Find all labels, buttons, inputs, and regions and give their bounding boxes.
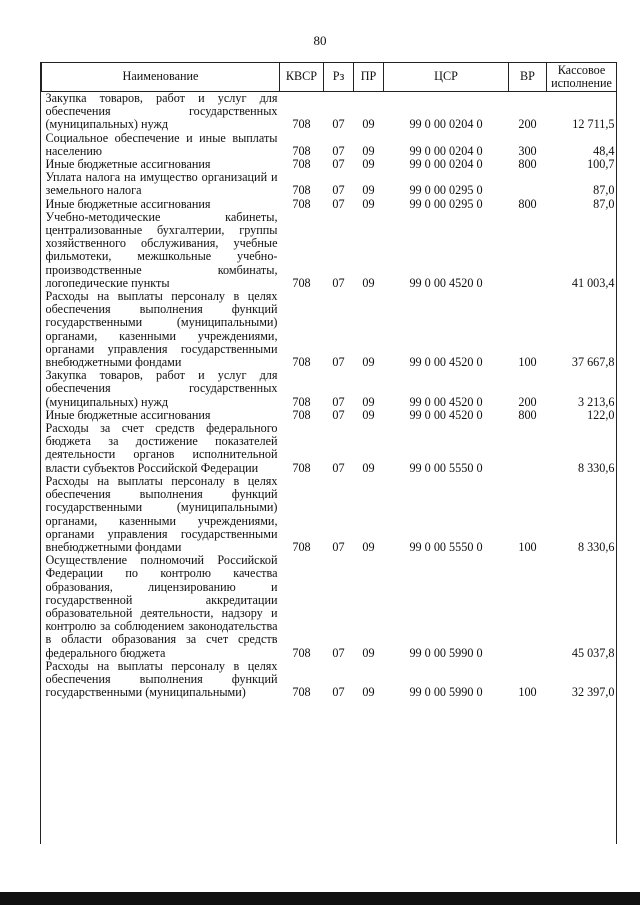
table-row bbox=[42, 92, 617, 132]
cell-amount: 3 213,6 bbox=[577, 394, 615, 409]
cell-kvsr: 708 bbox=[292, 394, 311, 409]
table-row bbox=[42, 198, 617, 211]
table-row bbox=[42, 554, 617, 660]
table-row bbox=[42, 369, 617, 409]
cell-pr: 09 bbox=[362, 143, 375, 158]
header-pr: ПР bbox=[354, 63, 384, 92]
cell-kvsr: 708 bbox=[292, 539, 311, 554]
cell-rz: 07 bbox=[332, 117, 345, 132]
cell-rz: 07 bbox=[332, 275, 345, 290]
cell-name: Иные бюджетные ассигнования bbox=[45, 407, 211, 422]
cell-vr: 800 bbox=[518, 407, 537, 422]
table-row bbox=[42, 660, 617, 700]
cell-vr: 300 bbox=[518, 143, 537, 158]
cell-pr: 09 bbox=[362, 407, 375, 422]
cell-kvsr: 708 bbox=[292, 196, 311, 211]
cell-amount: 87,0 bbox=[593, 183, 615, 198]
cell-rz: 07 bbox=[332, 645, 345, 660]
cell-pr: 09 bbox=[362, 196, 375, 211]
header-kassovoe: Кассовое исполнение bbox=[547, 63, 617, 92]
cell-amount: 8 330,6 bbox=[577, 539, 615, 554]
cell-name: Расходы на выплаты персоналу в целях обеспечения выполнения функций государственными (муниципальными) органами, казенными учреждениями, органами управления государственными внебюджетными фондами bbox=[45, 289, 278, 370]
header-kvsr: КВСР bbox=[280, 63, 324, 92]
header-vr: ВР bbox=[509, 63, 547, 92]
cell-name: Уплата налога на имущество организаций и земельного налога bbox=[45, 170, 278, 198]
cell-pr: 09 bbox=[362, 117, 375, 132]
cell-csr: 99 0 00 5990 0 bbox=[409, 685, 483, 700]
cell-vr bbox=[509, 554, 547, 660]
cell-rz: 07 bbox=[332, 539, 345, 554]
cell-amount: 122,0 bbox=[587, 407, 615, 422]
budget-table bbox=[41, 62, 617, 699]
table-row bbox=[42, 422, 617, 475]
cell-rz: 07 bbox=[332, 157, 345, 172]
cell-pr: 09 bbox=[362, 645, 375, 660]
cell-vr: 800 bbox=[518, 196, 537, 211]
cell-csr: 99 0 00 0204 0 bbox=[409, 143, 483, 158]
cell-vr: 100 bbox=[518, 355, 537, 370]
cell-vr bbox=[509, 211, 547, 290]
cell-pr: 09 bbox=[362, 539, 375, 554]
scan-bottom-edge bbox=[0, 892, 640, 905]
table-row bbox=[42, 211, 617, 290]
cell-kvsr: 708 bbox=[292, 117, 311, 132]
cell-rz: 07 bbox=[332, 394, 345, 409]
cell-amount: 37 667,8 bbox=[571, 355, 615, 370]
cell-name: Закупка товаров, работ и услуг для обеспечения государственных (муниципальных) нужд bbox=[45, 368, 278, 409]
header-csr: ЦСР bbox=[384, 63, 509, 92]
cell-pr: 09 bbox=[362, 685, 375, 700]
table-row bbox=[42, 475, 617, 554]
table-body bbox=[42, 92, 617, 700]
cell-csr: 99 0 00 4520 0 bbox=[409, 355, 483, 370]
table-header-row bbox=[42, 63, 617, 92]
page-number: 80 bbox=[313, 33, 327, 48]
cell-csr: 99 0 00 0295 0 bbox=[409, 183, 483, 198]
cell-vr: 200 bbox=[518, 394, 537, 409]
cell-kvsr: 708 bbox=[292, 355, 311, 370]
cell-pr: 09 bbox=[362, 157, 375, 172]
cell-csr: 99 0 00 5550 0 bbox=[409, 539, 483, 554]
cell-rz: 07 bbox=[332, 355, 345, 370]
cell-amount: 12 711,5 bbox=[572, 117, 615, 132]
cell-amount: 32 397,0 bbox=[571, 685, 615, 700]
cell-csr: 99 0 00 5990 0 bbox=[409, 645, 483, 660]
cell-vr: 800 bbox=[518, 157, 537, 172]
table-row bbox=[42, 171, 617, 197]
cell-kvsr: 708 bbox=[292, 143, 311, 158]
cell-vr bbox=[509, 171, 547, 197]
cell-rz: 07 bbox=[332, 685, 345, 700]
cell-amount: 8 330,6 bbox=[577, 460, 615, 475]
cell-amount: 87,0 bbox=[593, 196, 615, 211]
cell-amount: 100,7 bbox=[587, 157, 615, 172]
cell-vr: 100 bbox=[518, 539, 537, 554]
cell-name: Учебно-методические кабинеты, централизованные бухгалтерии, группы хозяйственного обслуживания, учебные фильмотеки, межшкольные учебно-производственные комбинаты, логопедические пункты bbox=[45, 209, 278, 290]
cell-vr bbox=[509, 422, 547, 475]
cell-amount: 48,4 bbox=[593, 143, 615, 158]
cell-rz: 07 bbox=[332, 183, 345, 198]
cell-csr: 99 0 00 0204 0 bbox=[409, 117, 483, 132]
cell-kvsr: 708 bbox=[292, 183, 311, 198]
cell-rz: 07 bbox=[332, 407, 345, 422]
cell-csr: 99 0 00 5550 0 bbox=[409, 460, 483, 475]
cell-rz: 07 bbox=[332, 460, 345, 475]
cell-name: Расходы за счет средств федерального бюджета за достижение показателей деятельности органов исполнительной власти субъектов Российской Федерации bbox=[45, 421, 278, 475]
table-row bbox=[42, 132, 617, 158]
cell-name: Социальное обеспечение и иные выплаты населению bbox=[45, 130, 278, 158]
cell-rz: 07 bbox=[332, 196, 345, 211]
cell-kvsr: 708 bbox=[292, 407, 311, 422]
cell-csr: 99 0 00 0295 0 bbox=[409, 196, 483, 211]
cell-kvsr: 708 bbox=[292, 645, 311, 660]
cell-kvsr: 708 bbox=[292, 685, 311, 700]
table-row bbox=[42, 290, 617, 369]
cell-name: Расходы на выплаты персоналу в целях обеспечения выполнения функций государственными (муниципальными) органами, казенными учреждениями, органами управления государственными внебюджетными фондами bbox=[45, 473, 278, 554]
cell-csr: 99 0 00 4520 0 bbox=[409, 407, 483, 422]
cell-pr: 09 bbox=[362, 275, 375, 290]
cell-pr: 09 bbox=[362, 394, 375, 409]
cell-pr: 09 bbox=[362, 460, 375, 475]
cell-name: Осуществление полномочий Российской Федерации по контролю качества образования, лицензированию и государственной аккредитации образовательной деятельности, надзору и контролю за соблюдением законодательства в области образования за счет средств федерального бюджета bbox=[45, 553, 278, 660]
cell-csr: 99 0 00 0204 0 bbox=[409, 157, 483, 172]
cell-pr: 09 bbox=[362, 355, 375, 370]
cell-vr: 100 bbox=[518, 685, 537, 700]
cell-kvsr: 708 bbox=[292, 460, 311, 475]
header-name: Наименование bbox=[42, 63, 280, 92]
cell-csr: 99 0 00 4520 0 bbox=[409, 275, 483, 290]
cell-csr: 99 0 00 4520 0 bbox=[409, 394, 483, 409]
cell-amount: 45 037,8 bbox=[571, 645, 615, 660]
cell-name: Иные бюджетные ассигнования bbox=[45, 157, 211, 172]
cell-rz: 07 bbox=[332, 143, 345, 158]
cell-pr: 09 bbox=[362, 183, 375, 198]
cell-kvsr: 708 bbox=[292, 275, 311, 290]
cell-name: Закупка товаров, работ и услуг для обеспечения государственных (муниципальных) нужд bbox=[45, 91, 278, 132]
cell-vr: 200 bbox=[518, 117, 537, 132]
cell-amount: 41 003,4 bbox=[571, 275, 615, 290]
cell-name: Иные бюджетные ассигнования bbox=[45, 196, 211, 211]
cell-kvsr: 708 bbox=[292, 157, 311, 172]
cell-name: Расходы на выплаты персоналу в целях обеспечения выполнения функций государственными (муниципальными) bbox=[45, 658, 278, 700]
budget-table-container bbox=[40, 62, 617, 844]
header-rz: Рз bbox=[324, 63, 354, 92]
